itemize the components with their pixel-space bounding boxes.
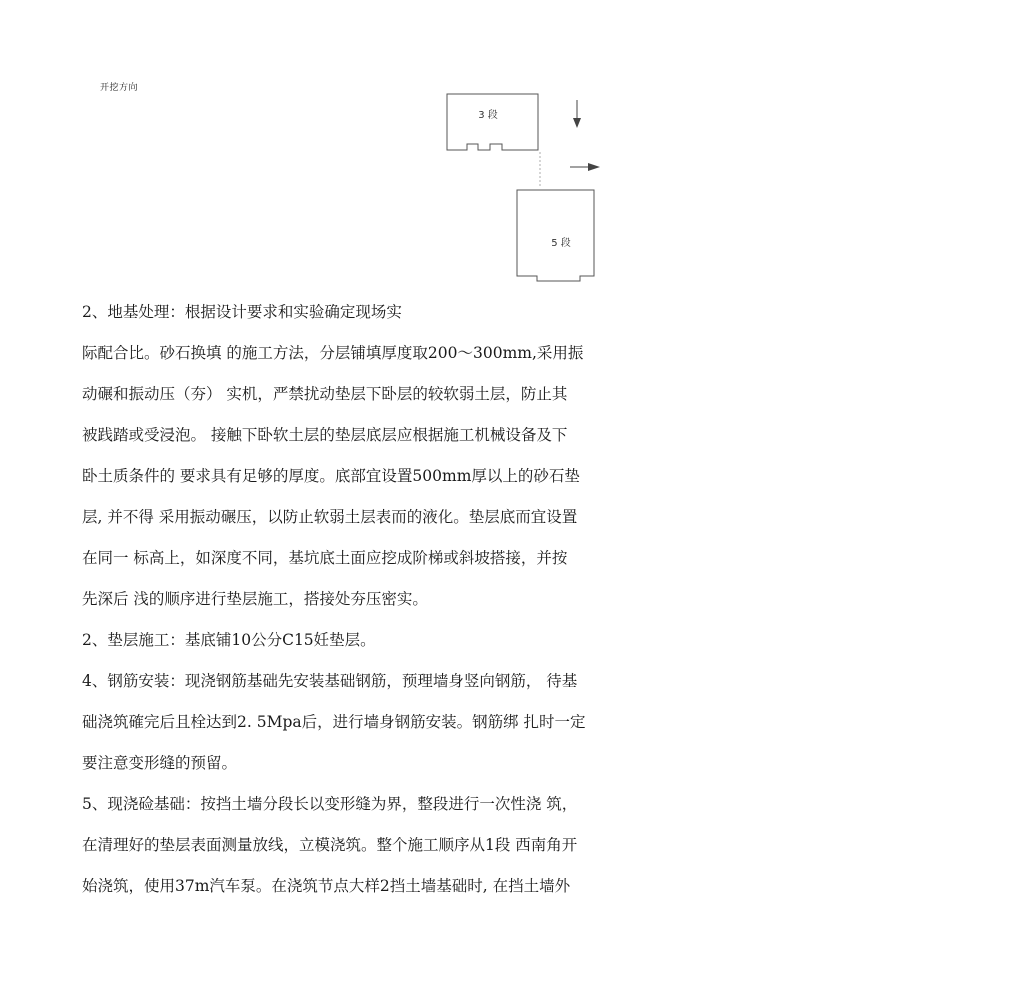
text-line: 际配合比。砂石换填 的施工方法，分层铺填厚度取200～300mm,采用振	[82, 344, 584, 362]
segment-diagram	[430, 80, 610, 290]
text-line: 要注意变形缝的预留。	[82, 754, 238, 772]
text-line: 4、钢筋安装：现浇钢筋基础先安装基础钢筋，预理墙身竖向钢筋， 待基	[82, 672, 578, 690]
text-line: 层, 并不得 采用振动碾压，以防止软弱土层表而的液化。垫层底而宜设置	[82, 508, 578, 526]
segment-3-label: 3 段	[478, 110, 498, 121]
text-line: 2、垫层施工：基底铺10公分C15妊垫层。	[82, 631, 376, 649]
text-line: 动碾和振动压（夯） 实机，严禁扰动垫层下卧层的较软弱土层，防止其	[82, 385, 568, 403]
segment-5-label: 5 段	[551, 238, 571, 249]
right-arrow-icon	[570, 163, 600, 171]
down-arrow-icon	[573, 100, 581, 128]
text-line: 卧土质条件的 要求具有足够的厚度。底部宜设置500mm厚以上的砂石垫	[82, 467, 580, 485]
body-text	[82, 292, 642, 907]
text-line: 先深后 浅的顺序进行垫层施工，搭接处夯压密实。	[82, 590, 428, 608]
excavation-direction-label: 开挖方向	[100, 83, 139, 93]
segment-diagram-svg	[430, 80, 610, 290]
text-line: 在同一 标高上，如深度不同，基坑底土面应挖成阶梯或斜坡搭接，并按	[82, 549, 568, 567]
text-line: 在清理好的垫层表面测量放线，立模浇筑。整个施工顺序从1段 西南角开	[82, 836, 578, 854]
text-line: 2、地基处理：根据设计要求和实验确定现场实	[82, 303, 402, 321]
text-line: 5、现浇硷基础：按挡土墙分段长以变形缝为界，整段进行一次性浇 筑，	[82, 795, 578, 813]
segment-3-outline	[447, 94, 538, 150]
text-line: 础浇筑確完后且栓达到2. 5Mpa后，进行墙身钢筋安装。钢筋绑 扎时一定	[82, 713, 586, 731]
text-line: 被践踏或受浸泡。 接触下卧软土层的垫层底层应根据施工机械设备及下	[82, 426, 568, 444]
segment-5-outline	[517, 190, 594, 281]
text-line: 始浇筑，使用37m汽车泵。在浇筑节点大样2挡土墙基础时, 在挡土墙外	[82, 877, 571, 895]
